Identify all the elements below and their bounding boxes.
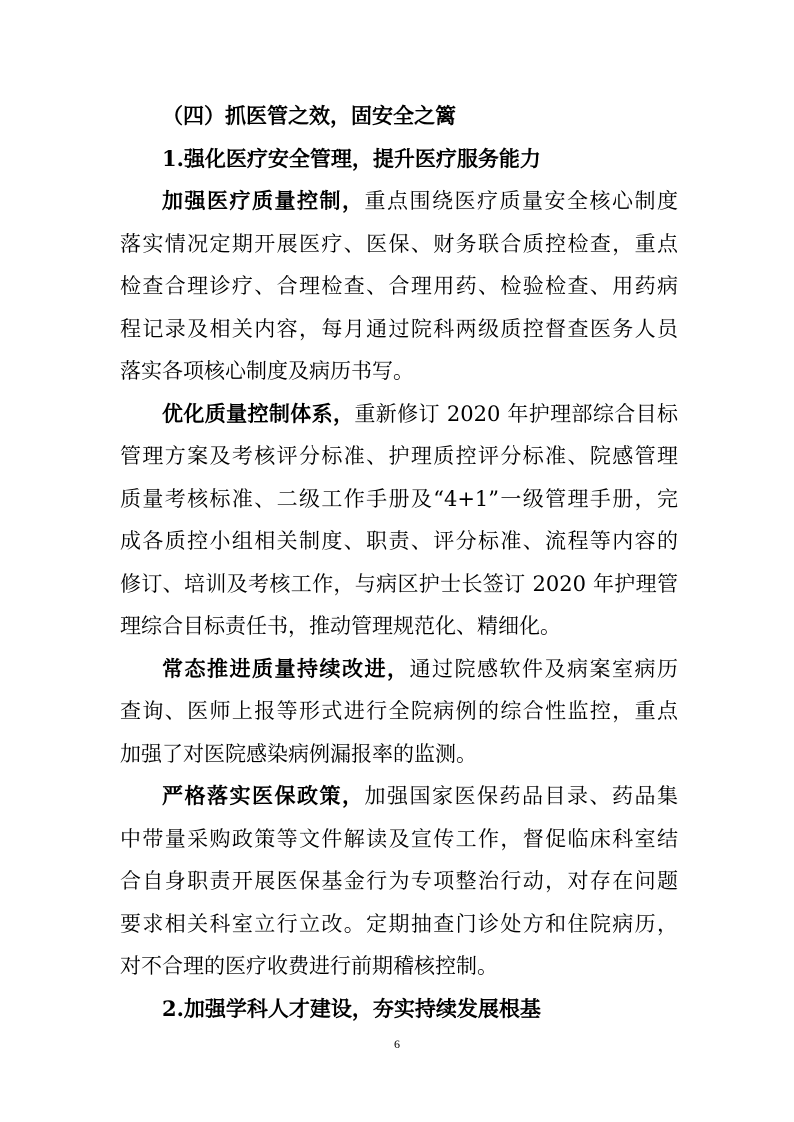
paragraph-2-line-5: 修订、培训及考核工作，与病区护士长签订 2020 年护理管 (120, 571, 678, 596)
paragraph-1-lead: 加强医疗质量控制， (162, 188, 365, 213)
paragraph-4-line-5: 对不合理的医疗收费进行前期稽核控制。 (120, 954, 498, 978)
subheading-1: 1.强化医疗安全管理，提升医疗服务能力 (162, 145, 541, 171)
paragraph-4-line-4: 要求相关科室立行立改。定期抽查门诊处方和住院病历， (120, 911, 678, 936)
paragraph-2-line-6: 理综合目标责任书，推动管理规范化、精细化。 (120, 614, 561, 638)
paragraph-2-line-4: 成各质控小组相关制度、职责、评分标准、流程等内容的 (120, 529, 678, 553)
paragraph-2-line-1 (120, 393, 678, 436)
paragraph-2-line-2: 管理方案及考核评分标准、护理质控评分标准、院感管理 (120, 444, 678, 468)
paragraph-1-first-text: 重点围绕医疗质量安全核心制度 (364, 189, 678, 213)
paragraph-4-lead: 严格落实医保政策， (162, 783, 365, 808)
paragraph-4-first-text: 加强国家医保药品目录、药品集 (364, 784, 678, 808)
paragraph-2-first-text: 重新修订 2020 年护理部综合目标 (354, 401, 678, 426)
paragraph-4-line-3: 合自身职责开展医保基金行为专项整治行动，对存在问题 (120, 869, 678, 893)
section-heading: （四）抓医管之效，固安全之篱 (162, 103, 456, 128)
paragraph-1-line-2: 落实情况定期开展医疗、医保、财务联合质控检查，重点 (120, 231, 678, 256)
paragraph-3-lead: 常态推进质量持续改进， (162, 655, 410, 681)
paragraph-4-line-1 (120, 775, 678, 818)
document-body (120, 95, 678, 1030)
paragraph-3-line-3: 加强了对医院感染病例漏报率的监测。 (120, 741, 477, 766)
page-number: 6 (394, 1037, 400, 1051)
paragraph-3-line-1 (120, 648, 678, 691)
paragraph-1-line-4: 程记录及相关内容，每月通过院科两级质控督查医务人员 (120, 316, 678, 341)
paragraph-2-lead: 优化质量控制体系， (162, 400, 355, 426)
paragraph-3-first-text: 通过院感软件及病案室病历 (409, 656, 678, 681)
paragraph-2-line-3: 质量考核标准、二级工作手册及“4+1”一级管理手册，完 (120, 486, 678, 511)
paragraph-3-line-2: 查询、医师上报等形式进行全院病例的综合性监控，重点 (120, 699, 678, 723)
subheading-2: 2.加强学科人才建设，夯实持续发展根基 (162, 995, 541, 1021)
paragraph-1-line-5: 落实各项核心制度及病历书写。 (120, 359, 414, 383)
paragraph-1-line-1 (120, 180, 678, 223)
paragraph-1-line-3: 检查合理诊疗、合理检查、合理用药、检验检查、用药病 (120, 274, 678, 298)
paragraph-4-line-2: 中带量采购政策等文件解读及宣传工作，督促临床科室结 (120, 826, 678, 851)
